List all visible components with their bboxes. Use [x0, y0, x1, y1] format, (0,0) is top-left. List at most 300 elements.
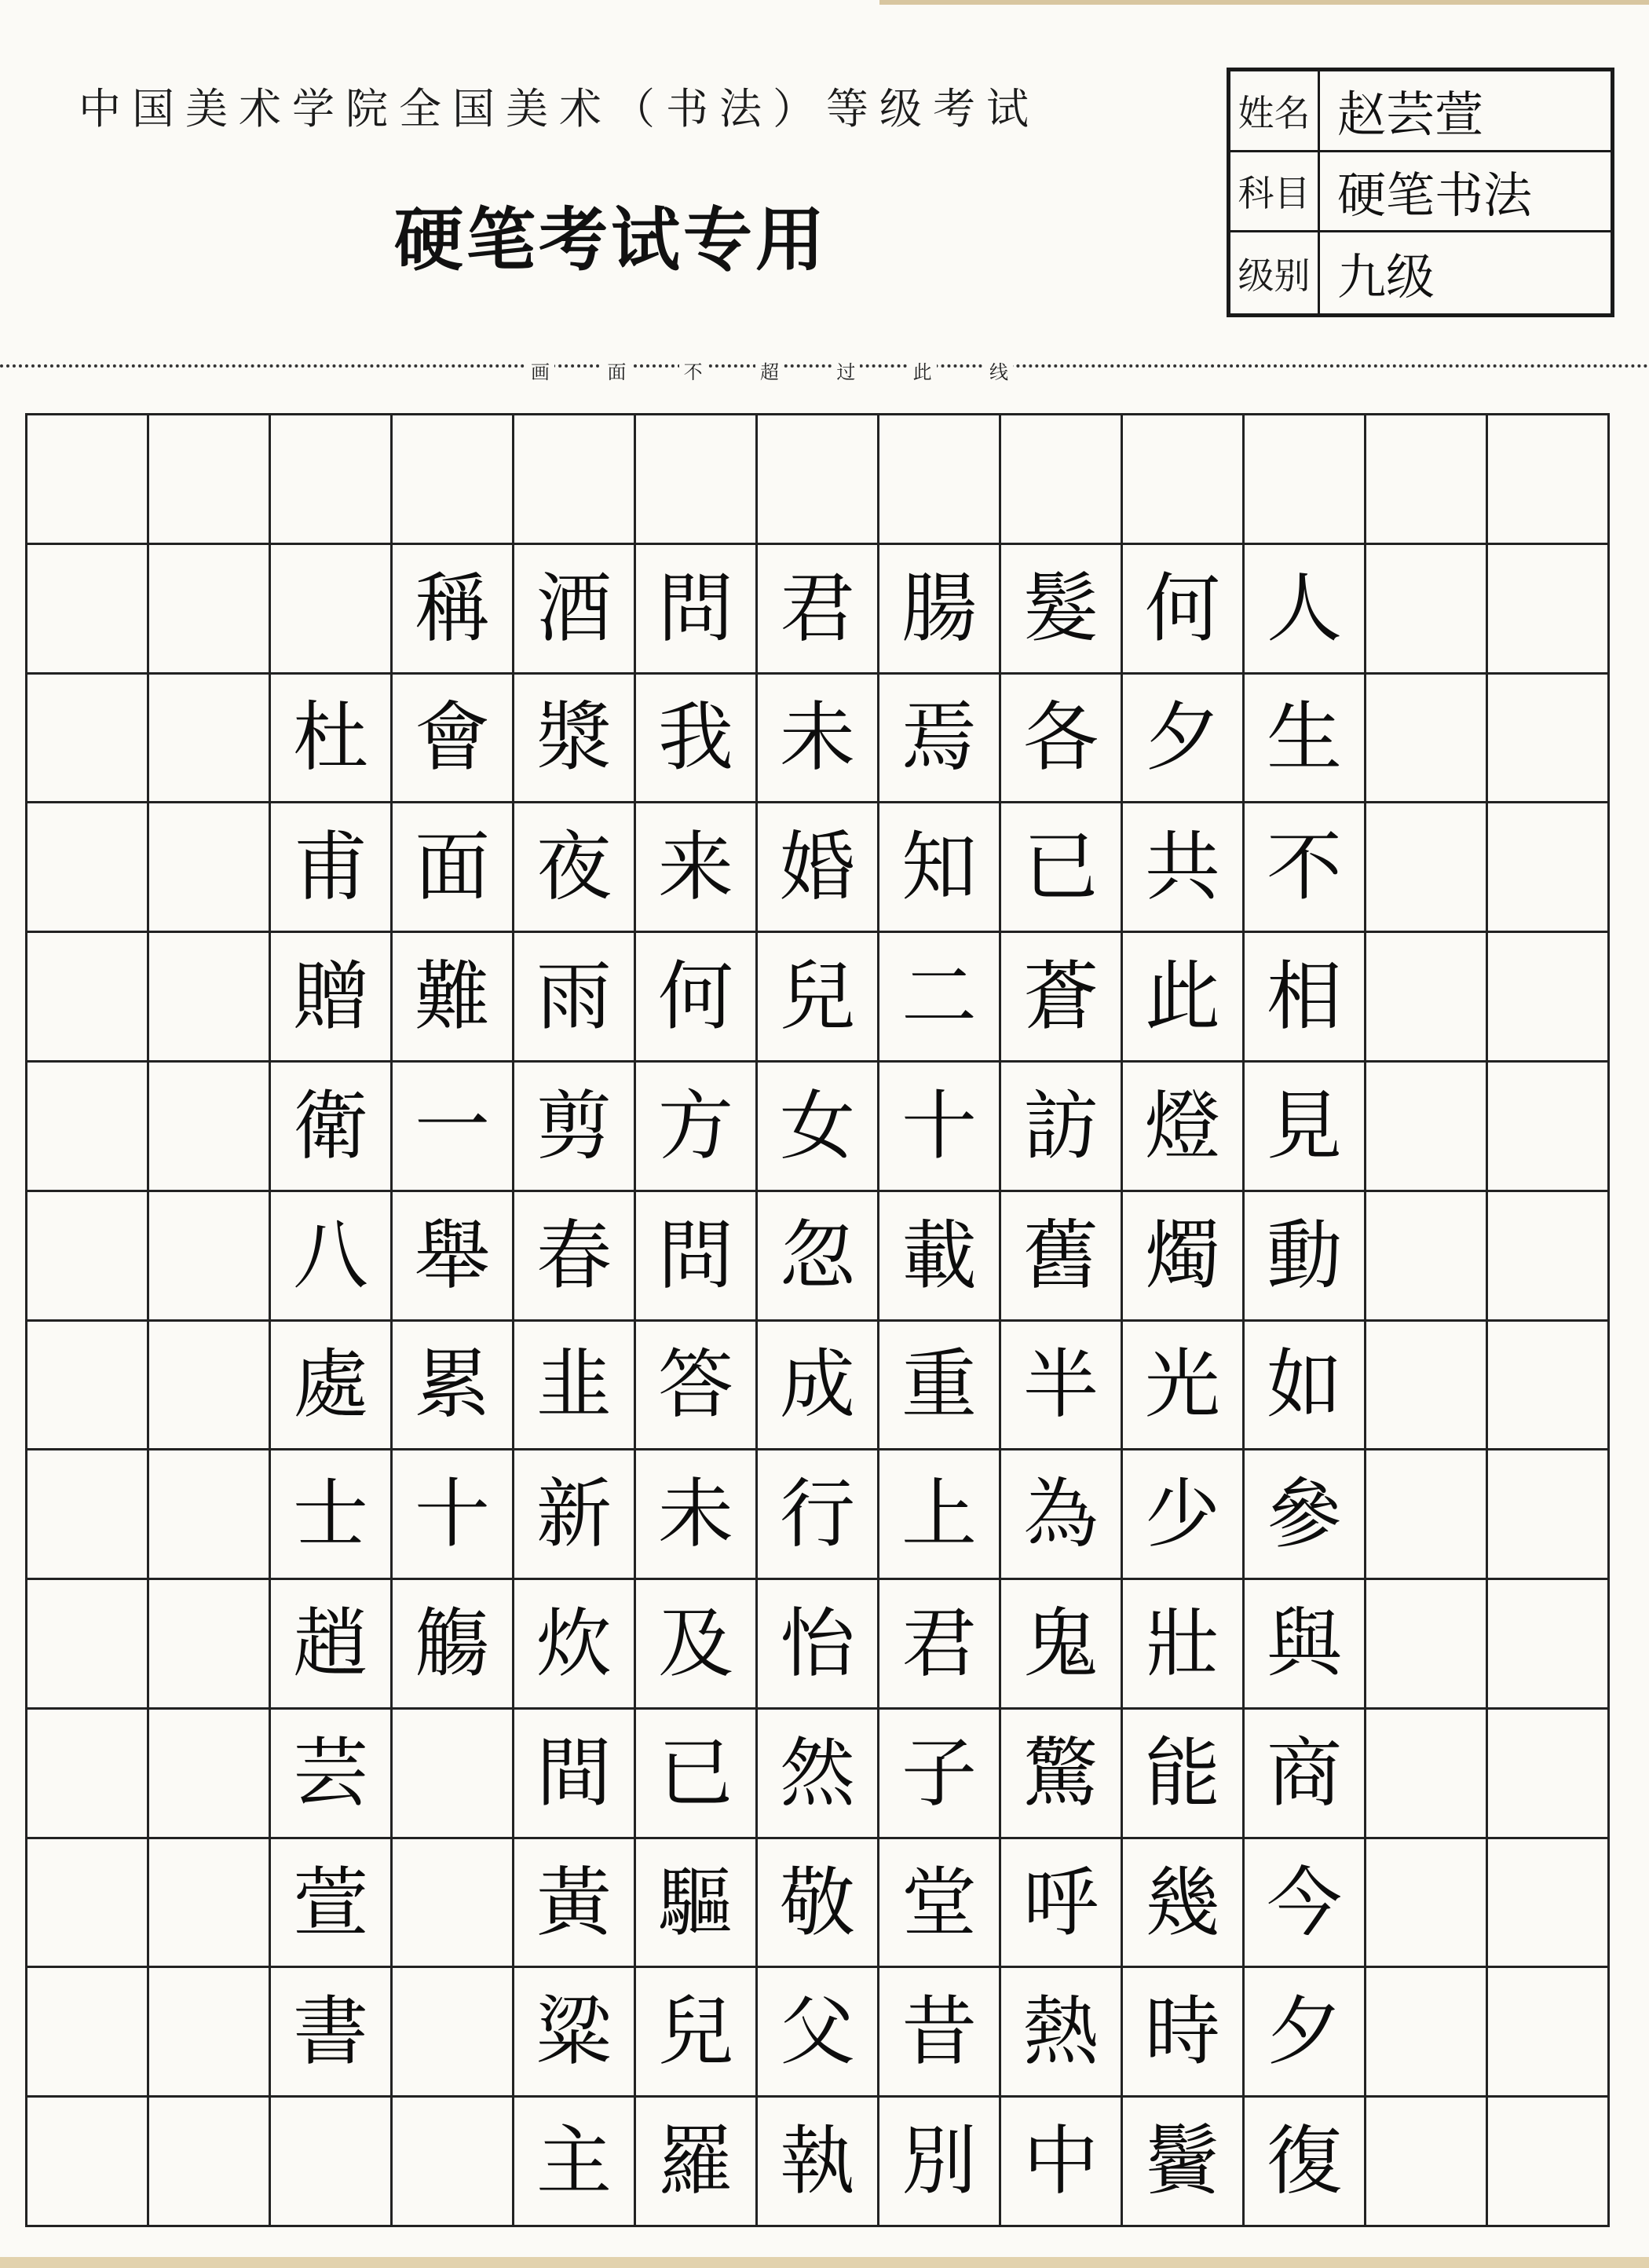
grid-cell — [1366, 545, 1488, 675]
calligraphy-glyph: 春 — [536, 1211, 612, 1300]
grid-cell — [149, 803, 271, 933]
calligraphy-glyph: 今 — [1267, 1858, 1342, 1947]
grid-cell — [271, 933, 393, 1063]
grid-cell — [1123, 1710, 1245, 1839]
calligraphy-glyph: 載 — [901, 1211, 977, 1300]
grid-cell — [27, 545, 149, 675]
subject-value: 硬笔书法 — [1320, 152, 1611, 233]
calligraphy-glyph: 粱 — [536, 1988, 612, 2076]
grid-cell — [1123, 1322, 1245, 1451]
calligraphy-glyph: 堂 — [901, 1858, 977, 1947]
candidate-info-box — [1227, 68, 1614, 317]
grid-cell — [879, 2098, 1001, 2227]
grid-cell — [636, 1839, 758, 1969]
calligraphy-glyph: 如 — [1267, 1341, 1342, 1429]
grid-cell — [1488, 545, 1610, 675]
name-value: 赵芸萱 — [1320, 71, 1611, 152]
grid-cell — [879, 415, 1001, 545]
grid-cell — [149, 1580, 271, 1710]
grid-cell — [393, 1839, 514, 1969]
calligraphy-glyph: 及 — [658, 1599, 733, 1688]
grid-cell — [271, 675, 393, 804]
calligraphy-glyph: 不 — [1267, 823, 1342, 912]
calligraphy-glyph: 未 — [780, 693, 855, 782]
calligraphy-glyph: 重 — [901, 1341, 977, 1429]
calligraphy-glyph: 一 — [415, 1081, 490, 1170]
grid-cell — [271, 1839, 393, 1969]
calligraphy-glyph: 舉 — [415, 1211, 490, 1300]
grid-cell — [393, 1710, 514, 1839]
calligraphy-glyph: 壯 — [1145, 1599, 1220, 1688]
calligraphy-glyph: 中 — [1023, 2117, 1099, 2206]
grid-cell — [1366, 1839, 1488, 1969]
level-value: 九级 — [1337, 248, 1435, 306]
grid-cell — [1245, 1968, 1366, 2098]
grid-cell — [27, 1192, 149, 1322]
grid-cell — [879, 1450, 1001, 1580]
grid-cell — [393, 545, 514, 675]
grid-cell — [393, 1322, 514, 1451]
calligraphy-glyph: 復 — [1267, 2117, 1342, 2206]
grid-cell — [393, 1063, 514, 1192]
grid-cell — [879, 545, 1001, 675]
grid-cell — [514, 415, 636, 545]
calligraphy-glyph: 怡 — [780, 1599, 855, 1688]
grid-cell — [1245, 545, 1366, 675]
boundary-note-char: 此 — [909, 357, 937, 384]
grid-cell — [1001, 545, 1123, 675]
grid-cell — [1245, 803, 1366, 933]
calligraphy-glyph: 為 — [1023, 1470, 1099, 1559]
grid-cell — [271, 545, 393, 675]
grid-cell — [1488, 1063, 1610, 1192]
name-label: 姓名 — [1230, 71, 1320, 152]
calligraphy-glyph: 雨 — [536, 953, 612, 1041]
calligraphy-glyph: 趙 — [293, 1599, 368, 1688]
grid-cell — [1001, 1450, 1123, 1580]
grid-cell — [1001, 1839, 1123, 1969]
calligraphy-glyph: 十 — [415, 1470, 490, 1559]
grid-cell — [1123, 545, 1245, 675]
calligraphy-glyph: 十 — [901, 1081, 977, 1170]
exam-subtitle: 硬笔考试专用 — [394, 199, 828, 280]
boundary-note-char: 画 — [526, 357, 554, 384]
calligraphy-glyph: 女 — [780, 1081, 855, 1170]
grid-cell — [393, 1192, 514, 1322]
grid-cell — [149, 415, 271, 545]
grid-cell — [1488, 415, 1610, 545]
calligraphy-glyph: 動 — [1267, 1211, 1342, 1300]
grid-cell — [27, 1710, 149, 1839]
grid-cell — [1488, 933, 1610, 1063]
grid-cell — [27, 933, 149, 1063]
grid-cell — [1245, 1710, 1366, 1839]
grid-cell — [514, 1580, 636, 1710]
calligraphy-glyph: 鬼 — [1023, 1599, 1099, 1688]
calligraphy-glyph: 贈 — [293, 953, 368, 1041]
calligraphy-glyph: 昔 — [901, 1988, 977, 2076]
grid-cell — [514, 1968, 636, 2098]
calligraphy-glyph: 羅 — [658, 2117, 733, 2206]
grid-cell — [758, 803, 879, 933]
calligraphy-glyph: 我 — [658, 693, 733, 782]
calligraphy-glyph: 累 — [415, 1341, 490, 1429]
calligraphy-glyph: 夜 — [536, 823, 612, 912]
calligraphy-glyph: 呼 — [1023, 1858, 1099, 1947]
grid-cell — [636, 675, 758, 804]
grid-cell — [393, 415, 514, 545]
table-edge-top — [879, 0, 1649, 5]
grid-cell — [514, 1839, 636, 1969]
grid-cell — [514, 1710, 636, 1839]
grid-cell — [1366, 415, 1488, 545]
grid-cell — [879, 1192, 1001, 1322]
calligraphy-glyph: 君 — [901, 1599, 977, 1688]
grid-cell — [1123, 2098, 1245, 2227]
calligraphy-glyph: 別 — [901, 2117, 977, 2206]
grid-cell — [636, 1063, 758, 1192]
grid-cell — [1245, 933, 1366, 1063]
grid-cell — [271, 803, 393, 933]
grid-cell — [1245, 1063, 1366, 1192]
grid-cell — [1123, 1580, 1245, 1710]
grid-cell — [636, 545, 758, 675]
grid-cell — [514, 1322, 636, 1451]
grid-cell — [1001, 1580, 1123, 1710]
calligraphy-glyph: 二 — [901, 953, 977, 1041]
grid-cell — [1245, 1839, 1366, 1969]
calligraphy-glyph: 父 — [780, 1988, 855, 2076]
grid-cell — [1245, 2098, 1366, 2227]
grid-cell — [1488, 803, 1610, 933]
calligraphy-glyph: 間 — [536, 1728, 612, 1817]
grid-cell — [758, 2098, 879, 2227]
grid-cell — [1366, 675, 1488, 804]
grid-cell — [514, 1450, 636, 1580]
grid-cell — [149, 1710, 271, 1839]
grid-cell — [514, 2098, 636, 2227]
grid-cell — [1245, 1322, 1366, 1451]
grid-cell — [1123, 675, 1245, 804]
calligraphy-glyph: 驚 — [1023, 1728, 1099, 1817]
grid-cell — [1123, 1450, 1245, 1580]
grid-cell — [879, 933, 1001, 1063]
calligraphy-glyph: 處 — [293, 1341, 368, 1429]
grid-cell — [1001, 1063, 1123, 1192]
calligraphy-glyph: 萱 — [293, 1858, 368, 1947]
grid-cell — [271, 1968, 393, 2098]
calligraphy-glyph: 舊 — [1023, 1211, 1099, 1300]
grid-cell — [1366, 1192, 1488, 1322]
grid-cell — [271, 1063, 393, 1192]
grid-cell — [1488, 1322, 1610, 1451]
calligraphy-glyph: 鬢 — [1145, 2117, 1220, 2206]
grid-cell — [636, 933, 758, 1063]
calligraphy-glyph: 然 — [780, 1728, 855, 1817]
calligraphy-glyph: 共 — [1145, 823, 1220, 912]
grid-cell — [271, 1580, 393, 1710]
grid-cell — [758, 933, 879, 1063]
grid-cell — [149, 1450, 271, 1580]
grid-cell — [271, 1710, 393, 1839]
grid-cell — [514, 545, 636, 675]
calligraphy-glyph: 光 — [1145, 1341, 1220, 1429]
grid-cell — [1123, 933, 1245, 1063]
grid-cell — [27, 803, 149, 933]
calligraphy-glyph: 會 — [415, 693, 490, 782]
grid-cell — [758, 1192, 879, 1322]
grid-cell — [636, 415, 758, 545]
calligraphy-glyph: 燈 — [1145, 1081, 1220, 1170]
grid-cell — [149, 675, 271, 804]
calligraphy-glyph: 新 — [536, 1470, 612, 1559]
calligraphy-glyph: 已 — [1023, 823, 1099, 912]
grid-cell — [758, 545, 879, 675]
calligraphy-glyph: 忽 — [780, 1211, 855, 1300]
calligraphy-glyph: 書 — [293, 1988, 368, 2076]
grid-cell — [1366, 2098, 1488, 2227]
grid-cell — [393, 933, 514, 1063]
exam-title: 中国美术学院全国美术（书法）等级考试 — [79, 84, 1040, 134]
grid-cell — [27, 1450, 149, 1580]
grid-cell — [393, 803, 514, 933]
calligraphy-glyph: 炊 — [536, 1599, 612, 1688]
grid-cell — [1001, 1710, 1123, 1839]
calligraphy-glyph: 答 — [658, 1341, 733, 1429]
grid-cell — [636, 1322, 758, 1451]
level-label: 级别 — [1230, 232, 1320, 313]
grid-cell — [393, 2098, 514, 2227]
grid-cell — [27, 1839, 149, 1969]
calligraphy-glyph: 兒 — [780, 953, 855, 1041]
grid-cell — [149, 933, 271, 1063]
calligraphy-glyph: 何 — [1145, 564, 1220, 653]
boundary-note-char: 过 — [832, 357, 860, 384]
calligraphy-grid — [25, 413, 1610, 2227]
grid-cell — [27, 1063, 149, 1192]
calligraphy-glyph: 能 — [1145, 1728, 1220, 1817]
grid-cell — [879, 1710, 1001, 1839]
grid-cell — [1123, 803, 1245, 933]
grid-cell — [1488, 1968, 1610, 2098]
calligraphy-glyph: 未 — [658, 1470, 733, 1559]
grid-cell — [758, 1968, 879, 2098]
calligraphy-glyph: 幾 — [1145, 1858, 1220, 1947]
grid-cell — [514, 1063, 636, 1192]
grid-cell — [1001, 675, 1123, 804]
grid-cell — [27, 2098, 149, 2227]
grid-cell — [1488, 1710, 1610, 1839]
calligraphy-glyph: 成 — [780, 1341, 855, 1429]
grid-cell — [1488, 1839, 1610, 1969]
grid-cell — [636, 1450, 758, 1580]
grid-cell — [149, 1839, 271, 1969]
grid-cell — [1245, 1192, 1366, 1322]
grid-cell — [1001, 2098, 1123, 2227]
grid-cell — [514, 675, 636, 804]
calligraphy-glyph: 剪 — [536, 1081, 612, 1170]
grid-cell — [149, 2098, 271, 2227]
grid-cell — [1245, 1450, 1366, 1580]
calligraphy-glyph: 已 — [658, 1728, 733, 1817]
grid-cell — [27, 415, 149, 545]
calligraphy-glyph: 參 — [1267, 1470, 1342, 1559]
grid-cell — [636, 1968, 758, 2098]
grid-cell — [879, 1968, 1001, 2098]
grid-cell — [758, 1580, 879, 1710]
calligraphy-glyph: 訪 — [1023, 1081, 1099, 1170]
calligraphy-glyph: 腸 — [901, 564, 977, 653]
grid-cell — [1001, 933, 1123, 1063]
grid-cell — [393, 675, 514, 804]
grid-cell — [1001, 803, 1123, 933]
calligraphy-glyph: 八 — [293, 1211, 368, 1300]
grid-cell — [393, 1450, 514, 1580]
calligraphy-glyph: 婚 — [780, 823, 855, 912]
grid-cell — [1488, 2098, 1610, 2227]
calligraphy-glyph: 驅 — [658, 1858, 733, 1947]
grid-cell — [1366, 803, 1488, 933]
calligraphy-glyph: 主 — [536, 2117, 612, 2206]
grid-cell — [149, 1192, 271, 1322]
table-edge-bottom — [0, 2257, 1649, 2268]
grid-cell — [1245, 1580, 1366, 1710]
grid-cell — [149, 545, 271, 675]
calligraphy-glyph: 商 — [1267, 1728, 1342, 1817]
calligraphy-glyph: 黃 — [536, 1858, 612, 1947]
calligraphy-glyph: 夕 — [1145, 693, 1220, 782]
calligraphy-glyph: 與 — [1267, 1599, 1342, 1688]
calligraphy-glyph: 知 — [901, 823, 977, 912]
calligraphy-glyph: 髮 — [1023, 564, 1099, 653]
grid-cell — [1488, 1192, 1610, 1322]
grid-cell — [879, 1322, 1001, 1451]
calligraphy-glyph: 問 — [658, 564, 733, 653]
grid-cell — [1366, 1968, 1488, 2098]
grid-cell — [393, 1968, 514, 2098]
grid-cell — [879, 1063, 1001, 1192]
grid-cell — [636, 1580, 758, 1710]
grid-cell — [758, 675, 879, 804]
calligraphy-glyph: 執 — [780, 2117, 855, 2206]
calligraphy-glyph: 上 — [901, 1470, 977, 1559]
grid-cell — [879, 675, 1001, 804]
grid-cell — [758, 1450, 879, 1580]
grid-cell — [271, 1192, 393, 1322]
grid-cell — [271, 1450, 393, 1580]
grid-cell — [27, 1580, 149, 1710]
calligraphy-glyph: 何 — [658, 953, 733, 1041]
calligraphy-glyph: 生 — [1267, 693, 1342, 782]
grid-cell — [27, 675, 149, 804]
subject-label: 科目 — [1230, 152, 1320, 233]
grid-cell — [1001, 415, 1123, 545]
calligraphy-glyph: 蒼 — [1023, 953, 1099, 1041]
boundary-note-char: 线 — [985, 357, 1013, 384]
calligraphy-glyph: 来 — [658, 823, 733, 912]
grid-cell — [1123, 1839, 1245, 1969]
grid-cell — [271, 1322, 393, 1451]
calligraphy-glyph: 觴 — [415, 1599, 490, 1688]
calligraphy-glyph: 熱 — [1023, 1988, 1099, 2076]
grid-cell — [1488, 1580, 1610, 1710]
calligraphy-glyph: 衛 — [293, 1081, 368, 1170]
grid-cell — [758, 415, 879, 545]
grid-cell — [879, 803, 1001, 933]
calligraphy-glyph: 相 — [1267, 953, 1342, 1041]
grid-cell — [1123, 1063, 1245, 1192]
grid-cell — [1366, 933, 1488, 1063]
calligraphy-glyph: 韭 — [536, 1341, 612, 1429]
grid-cell — [1245, 415, 1366, 545]
boundary-note-char: 超 — [755, 357, 784, 384]
grid-cell — [1123, 415, 1245, 545]
boundary-note-char: 不 — [679, 357, 707, 384]
grid-cell — [1366, 1063, 1488, 1192]
calligraphy-glyph: 方 — [658, 1081, 733, 1170]
calligraphy-glyph: 夕 — [1267, 1988, 1342, 2076]
calligraphy-glyph: 君 — [780, 564, 855, 653]
calligraphy-glyph: 芸 — [293, 1728, 368, 1817]
calligraphy-glyph: 難 — [415, 953, 490, 1041]
grid-cell — [636, 1192, 758, 1322]
calligraphy-glyph: 敬 — [780, 1858, 855, 1947]
grid-cell — [1366, 1710, 1488, 1839]
calligraphy-glyph: 焉 — [901, 693, 977, 782]
calligraphy-glyph: 時 — [1145, 1988, 1220, 2076]
calligraphy-glyph: 各 — [1023, 693, 1099, 782]
calligraphy-glyph: 酒 — [536, 564, 612, 653]
grid-cell — [514, 1192, 636, 1322]
calligraphy-glyph: 半 — [1023, 1341, 1099, 1429]
calligraphy-glyph: 此 — [1145, 953, 1220, 1041]
grid-cell — [1488, 1450, 1610, 1580]
calligraphy-glyph: 子 — [901, 1728, 977, 1817]
grid-cell — [636, 803, 758, 933]
grid-cell — [1001, 1322, 1123, 1451]
calligraphy-glyph: 甫 — [293, 823, 368, 912]
calligraphy-glyph: 面 — [415, 823, 490, 912]
grid-cell — [149, 1968, 271, 2098]
boundary-note — [526, 357, 1013, 384]
grid-cell — [1245, 675, 1366, 804]
calligraphy-glyph: 見 — [1267, 1081, 1342, 1170]
grid-cell — [1366, 1580, 1488, 1710]
grid-cell — [271, 2098, 393, 2227]
calligraphy-glyph: 問 — [658, 1211, 733, 1300]
calligraphy-glyph: 杜 — [293, 693, 368, 782]
calligraphy-glyph: 士 — [293, 1470, 368, 1559]
grid-cell — [758, 1322, 879, 1451]
grid-cell — [879, 1580, 1001, 1710]
grid-cell — [1001, 1968, 1123, 2098]
grid-cell — [1366, 1450, 1488, 1580]
grid-cell — [879, 1839, 1001, 1969]
grid-cell — [1001, 1192, 1123, 1322]
grid-cell — [149, 1063, 271, 1192]
calligraphy-glyph: 兒 — [658, 1988, 733, 2076]
grid-cell — [393, 1580, 514, 1710]
grid-cell — [758, 1839, 879, 1969]
calligraphy-glyph: 稱 — [415, 564, 490, 653]
grid-cell — [514, 803, 636, 933]
grid-cell — [1488, 675, 1610, 804]
grid-cell — [758, 1063, 879, 1192]
grid-cell — [27, 1322, 149, 1451]
grid-cell — [636, 1710, 758, 1839]
grid-cell — [27, 1968, 149, 2098]
grid-cell — [271, 415, 393, 545]
